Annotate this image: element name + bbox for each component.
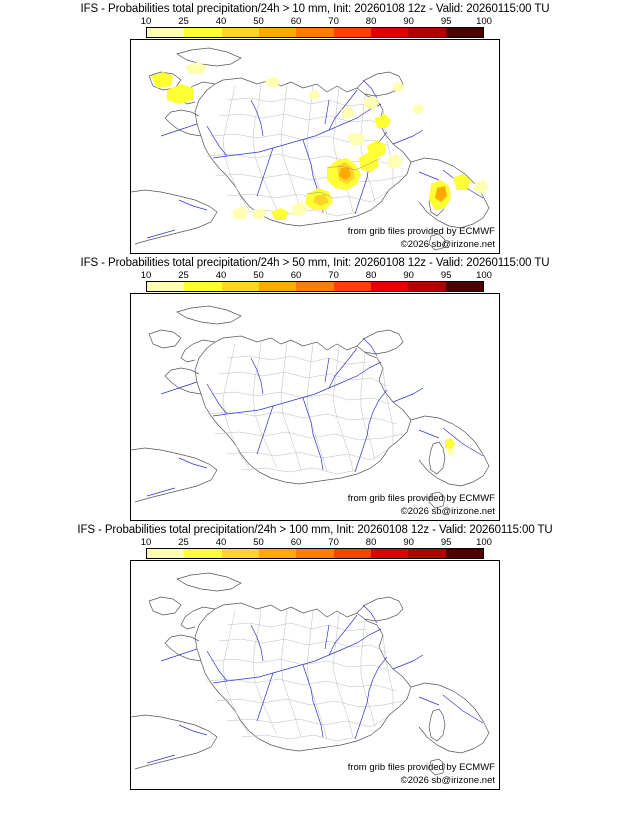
colorbar-tick: 60 [290,270,302,281]
credit-grib-50mm: from grib files provided by ECMWF [347,493,495,504]
colorbar-tick: 50 [253,16,264,27]
panel-title-10mm: IFS - Probabilities total precipitation/24h > 10 mm, Init: 20260108 12z - Valid: 20260115:00 TU [80,3,550,15]
panel-title-100mm: IFS - Probabilities total precipitation/24h > 100 mm, Init: 20260108 12z - Valid: 20260115:00 TU [77,524,553,536]
colorbar-tick: 60 [290,537,302,548]
colorbar-tick: 95 [440,16,452,27]
map-10mm[interactable] [130,39,500,254]
credit-copyright-10mm: ©2026 sb@irizone.net [400,239,495,250]
colorbar-tick: 95 [440,537,452,548]
panel-50mm [0,254,630,521]
colorbar-tick: 100 [476,270,492,281]
colorbar-tick: 70 [328,537,339,548]
colorbar-tick: 25 [178,270,189,281]
colorbar-10mm [140,16,492,38]
colorbar-tick: 100 [476,537,492,548]
colorbar-tick: 90 [403,16,414,27]
map-100mm[interactable] [130,560,500,790]
colorbar-tick: 50 [253,270,264,281]
colorbar-tick: 40 [215,270,227,281]
colorbar-tick: 40 [215,537,227,548]
colorbar-tick: 95 [440,270,452,281]
credit-copyright-100mm: ©2026 sb@irizone.net [400,775,495,786]
credit-grib-10mm: from grib files provided by ECMWF [347,226,495,237]
colorbar-ticks-100mm [140,537,492,548]
colorbar-tick: 40 [215,16,227,27]
credit-copyright-50mm: ©2026 sb@irizone.net [400,506,495,517]
colorbar-tick: 10 [140,16,152,27]
colorbar-tick: 60 [290,16,302,27]
colorbar-tick: 80 [365,270,377,281]
colorbar-gradient-100mm [146,548,484,559]
colorbar-50mm [140,270,492,292]
colorbar-tick: 70 [328,270,339,281]
panel-10mm [0,0,630,254]
colorbar-tick: 10 [140,537,152,548]
colorbar-tick: 25 [178,537,189,548]
colorbar-ticks-10mm [140,16,492,27]
colorbar-gradient-10mm [146,27,484,38]
colorbar-100mm [140,537,492,559]
colorbar-tick: 70 [328,16,339,27]
map-50mm[interactable] [130,293,500,521]
panel-100mm [0,521,630,790]
colorbar-tick: 80 [365,16,377,27]
colorbar-tick: 50 [253,537,264,548]
colorbar-gradient-50mm [146,281,484,292]
colorbar-ticks-50mm [140,270,492,281]
colorbar-tick: 10 [140,270,152,281]
colorbar-tick: 25 [178,16,189,27]
colorbar-tick: 90 [403,270,414,281]
colorbar-tick: 100 [476,16,492,27]
credit-grib-100mm: from grib files provided by ECMWF [347,762,495,773]
colorbar-tick: 90 [403,537,414,548]
colorbar-tick: 80 [365,537,377,548]
panel-title-50mm: IFS - Probabilities total precipitation/24h > 50 mm, Init: 20260108 12z - Valid: 20260115:00 TU [80,257,550,269]
